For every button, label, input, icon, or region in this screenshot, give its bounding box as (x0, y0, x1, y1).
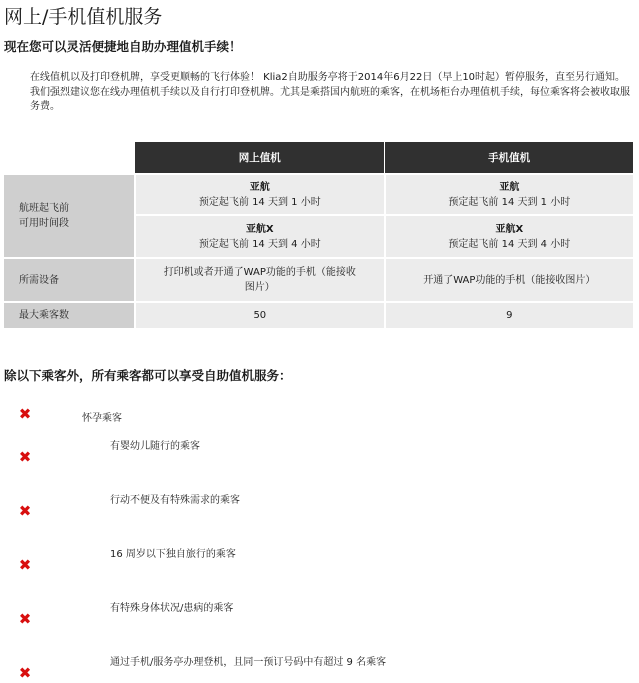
page-title: 网上/手机值机服务 (4, 6, 163, 28)
x-icon: ✖ (18, 448, 32, 466)
exclusion-text: 怀孕乘客 (82, 413, 122, 424)
time-range: 预定起飞前 14 天到 1 小时 (448, 196, 571, 208)
equipment-text: 打印机或者开通了WAP功能的手机（能接收图片） (163, 267, 356, 293)
cell-mobile-asiax (385, 215, 633, 258)
cell-web-equipment (135, 258, 385, 302)
table-row-max-passengers (4, 302, 633, 328)
cell-mobile-max: 9 (385, 302, 633, 328)
exclusion-text: 行动不便及有特殊需求的乘客 (110, 495, 240, 506)
row-header-time (4, 174, 135, 258)
cell-mobile-equipment: 开通了WAP功能的手机（能接收图片） (385, 258, 633, 302)
cell-web-asia (135, 174, 385, 215)
airline-label: 亚航 (499, 181, 520, 193)
list-item (0, 491, 639, 521)
x-icon: ✖ (18, 502, 32, 520)
airline-label: 亚航 (249, 181, 270, 193)
exclusions-heading: 除以下乘客外，所有乘客都可以享受自助值机服务： (4, 368, 292, 383)
exclusion-text: 通过手机/服务亭办理登机，且同一预订号码中有超过 9 名乘客 (110, 657, 387, 668)
cell-web-asiax (135, 215, 385, 258)
table-header-row (4, 142, 633, 174)
exclusion-text: 有婴幼儿随行的乘客 (110, 441, 200, 452)
table-row-equipment (4, 258, 633, 302)
checkin-comparison-table (4, 142, 633, 328)
airline-label: 亚航X (495, 223, 524, 235)
list-item (0, 599, 639, 629)
table-row-asia (4, 174, 633, 215)
x-icon: ✖ (18, 610, 32, 628)
list-item (0, 545, 639, 575)
x-icon: ✖ (18, 664, 32, 682)
airline-label: 亚航X (245, 223, 274, 235)
row-header-time-label: 航班起飞前 可用时间段 (19, 203, 69, 229)
time-range: 预定起飞前 14 天到 1 小时 (198, 196, 321, 208)
column-header-mobile: 手机值机 (385, 142, 633, 174)
x-icon: ✖ (18, 556, 32, 574)
intro-paragraph: 在线值机以及打印登机牌，享受更顺畅的飞行体验！ Klia2自助服务亭将于2014年6月22日（早上10时起）暂停服务，直至另行通知。 我们强烈建议您在线办理值机手续以及自行打印登机牌。尤其是乘搭国内航班的乘客，在机场柜台办理值机手续，每位乘客将会被收取服务费。 (30, 72, 630, 112)
row-header-equipment: 所需设备 (4, 258, 135, 302)
list-item (0, 407, 639, 437)
time-range: 预定起飞前 14 天到 4 小时 (448, 238, 571, 250)
page-subtitle: 现在您可以灵活便捷地自助办理值机手续！ (4, 39, 242, 54)
list-item (0, 437, 639, 467)
table-corner (4, 142, 135, 174)
column-header-web: 网上值机 (135, 142, 385, 174)
time-range: 预定起飞前 14 天到 4 小时 (198, 238, 321, 250)
list-item (0, 653, 639, 683)
exclusion-text: 有特殊身体状况/患病的乘客 (110, 603, 234, 614)
x-icon: ✖ (18, 405, 32, 423)
cell-mobile-asia (385, 174, 633, 215)
cell-web-max: 50 (135, 302, 385, 328)
exclusion-text: 16 周岁以下独自旅行的乘客 (110, 549, 236, 560)
row-header-max: 最大乘客数 (4, 302, 135, 328)
